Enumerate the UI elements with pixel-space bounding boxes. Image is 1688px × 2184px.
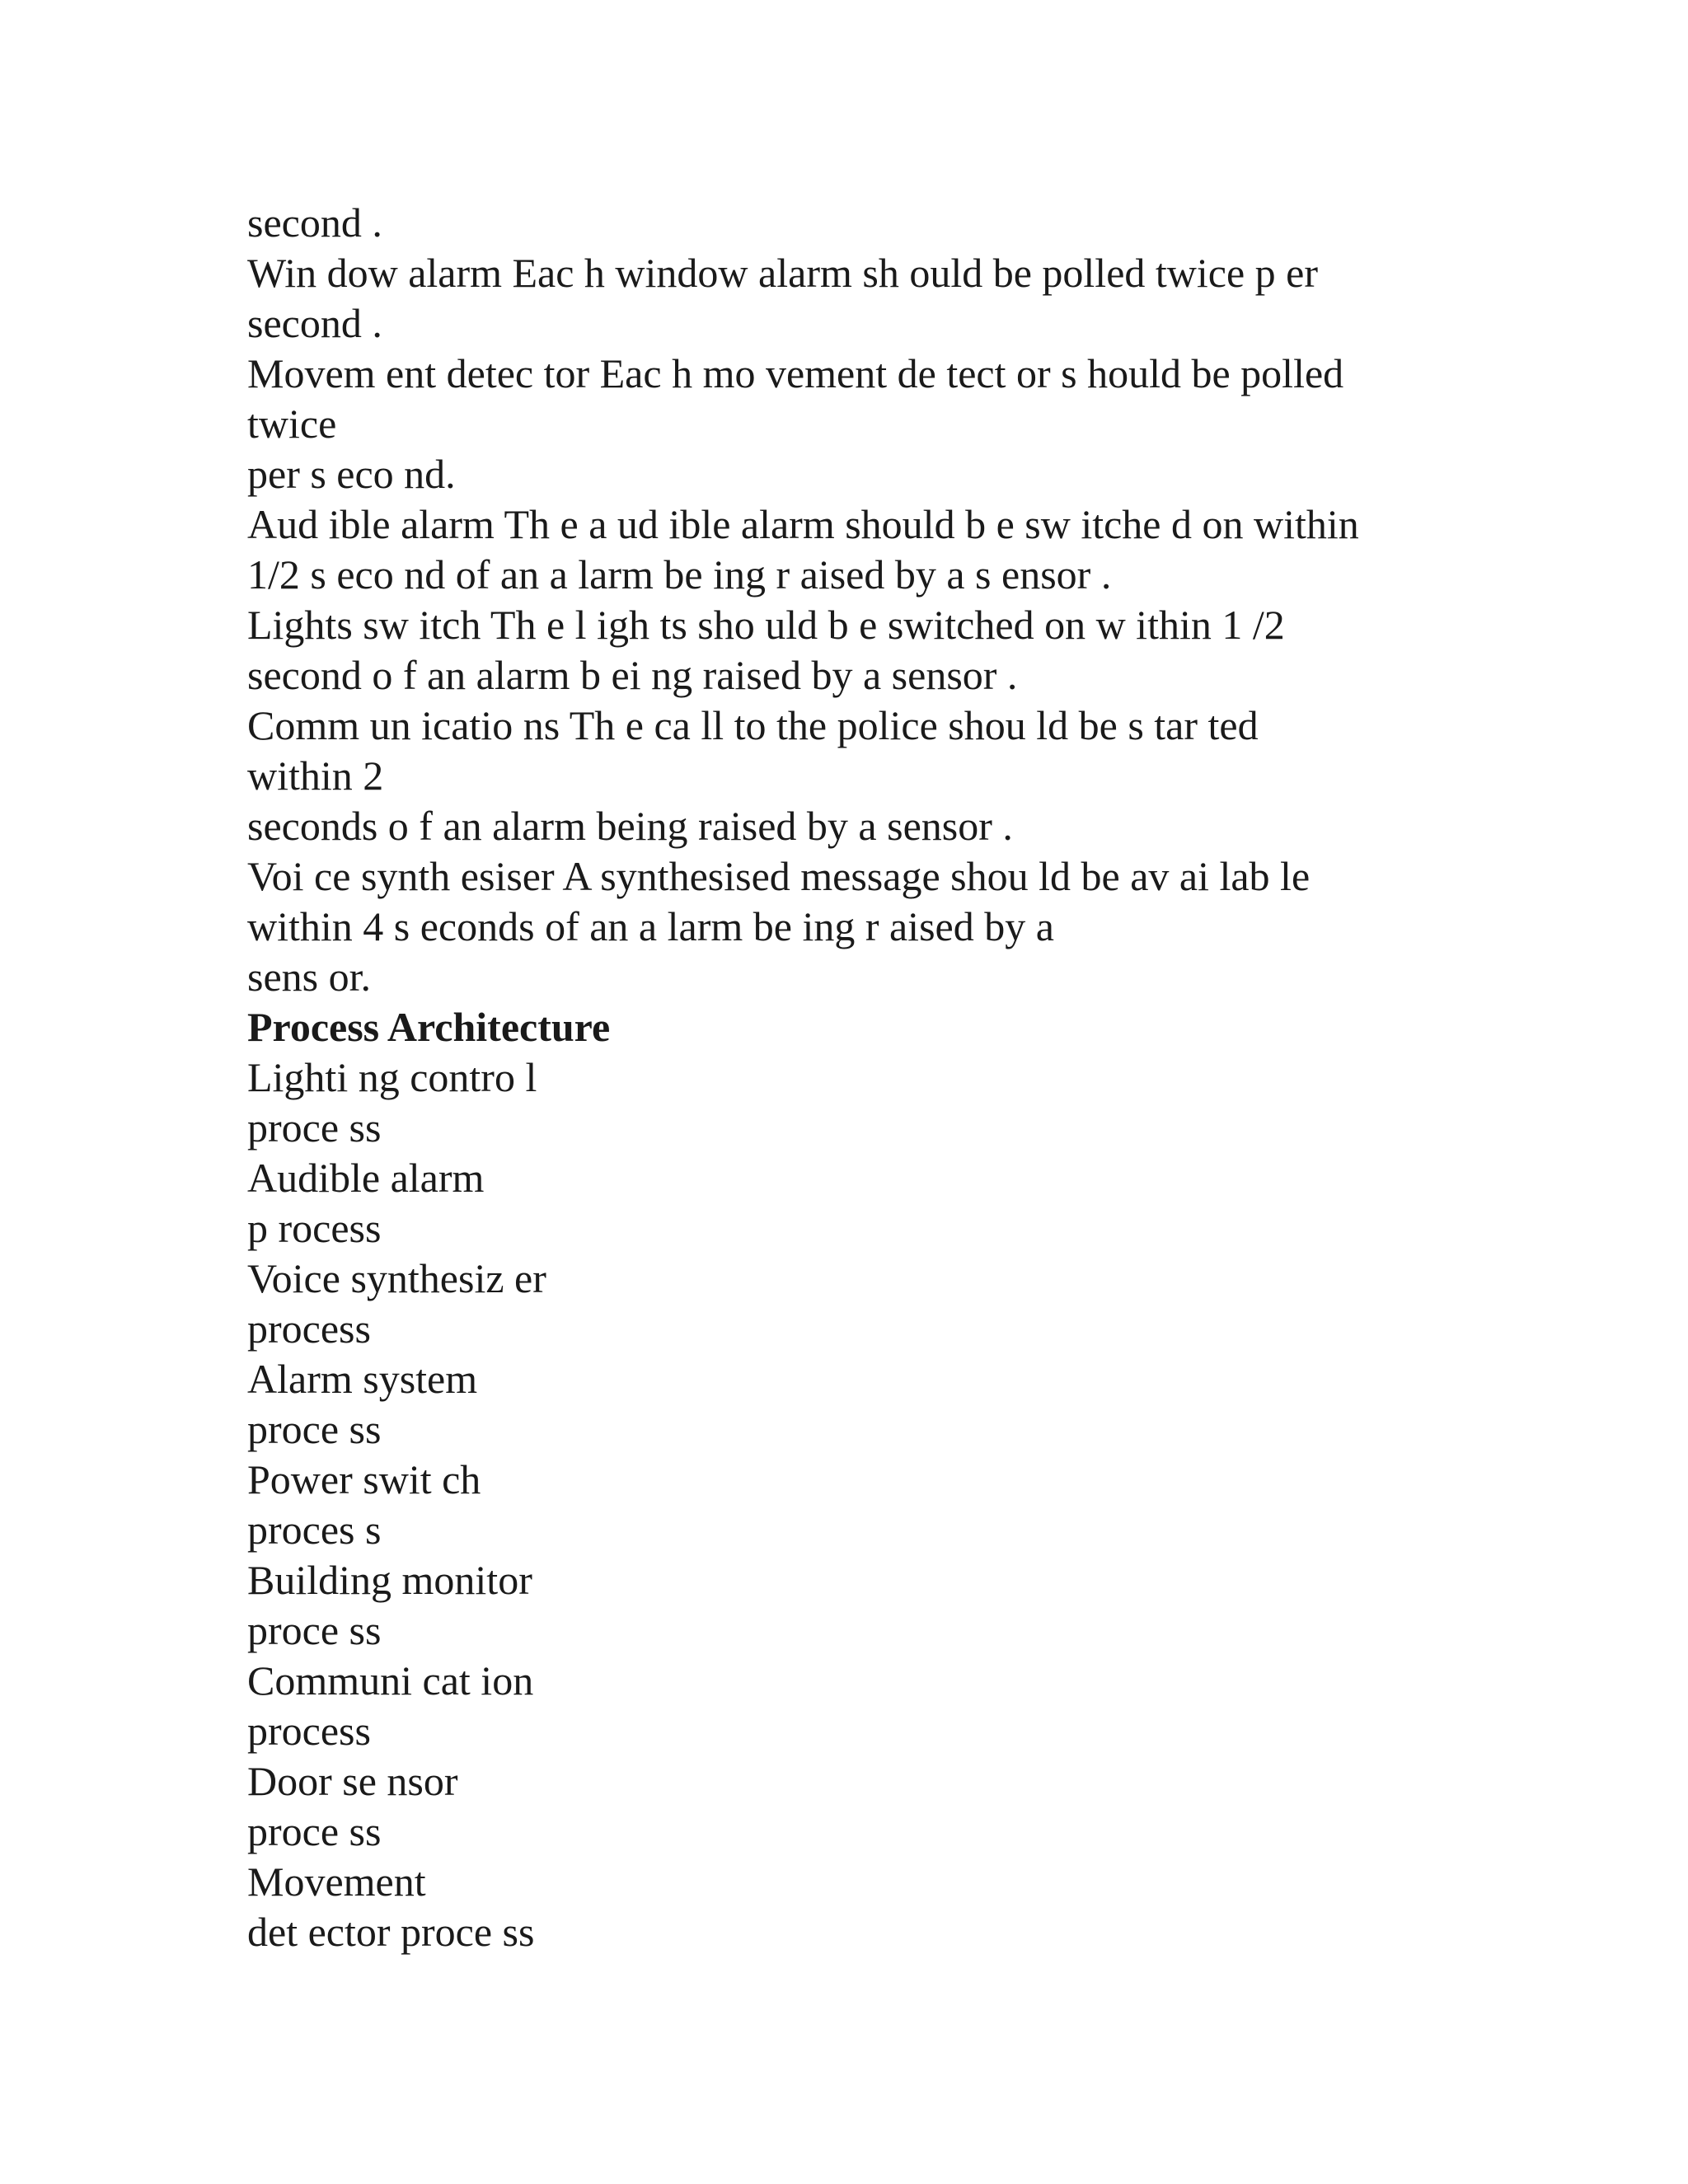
process-list-line: proce ss xyxy=(247,1808,382,1854)
process-list-line: Audible alarm xyxy=(247,1155,485,1201)
process-list-line: Movement xyxy=(247,1858,426,1905)
text-line: twice xyxy=(247,401,337,447)
process-list-line: p rocess xyxy=(247,1205,382,1251)
text-line: per s eco nd. xyxy=(247,451,456,497)
text-line: within 2 xyxy=(247,752,384,799)
process-list-line: Lighti ng contro l xyxy=(247,1054,537,1100)
text-line: Lights sw itch Th e l igh ts sho uld b e switched on w ithin 1 /2 xyxy=(247,602,1285,648)
process-list-line: process xyxy=(247,1708,371,1754)
process-list-line: proce ss xyxy=(247,1607,382,1653)
process-list-line: Voice synthesiz er xyxy=(247,1255,546,1301)
text-line: Comm un icatio ns Th e ca ll to the police shou ld be s tar ted xyxy=(247,702,1259,748)
process-list-line: Door se nsor xyxy=(247,1758,458,1804)
process-list-line: Communi cat ion xyxy=(247,1657,534,1704)
process-list-line: proces s xyxy=(247,1507,382,1553)
process-list-line: proce ss xyxy=(247,1406,382,1452)
text-line: second . xyxy=(247,300,382,346)
process-list-line: process xyxy=(247,1305,371,1352)
document-body xyxy=(247,198,1484,1957)
text-line: Aud ible alarm Th e a ud ible alarm should b e sw itche d on within xyxy=(247,501,1359,547)
process-list-line: Power swit ch xyxy=(247,1456,481,1502)
text-line: Win dow alarm Eac h window alarm sh ould be polled twice p er xyxy=(247,250,1318,296)
text-line: seconds o f an alarm being raised by a sensor . xyxy=(247,803,1013,849)
text-line: sens or. xyxy=(247,954,371,1000)
text-line: within 4 s econds of an a larm be ing r aised by a xyxy=(247,903,1054,949)
section-heading: Process Architecture xyxy=(247,1004,611,1050)
text-line: second . xyxy=(247,199,382,246)
process-list-line: Alarm system xyxy=(247,1356,478,1402)
process-list-line: det ector proce ss xyxy=(247,1909,535,1955)
text-line: Movem ent detec tor Eac h mo vement de tect or s hould be polled xyxy=(247,350,1344,396)
text-line: second o f an alarm b ei ng raised by a sensor . xyxy=(247,652,1018,698)
text-line: 1/2 s eco nd of an a larm be ing r aised by a s ensor . xyxy=(247,551,1112,598)
text-line: Voi ce synth esiser A synthesised message shou ld be av ai lab le xyxy=(247,853,1311,899)
process-list-line: proce ss xyxy=(247,1104,382,1151)
process-list-line: Building monitor xyxy=(247,1557,532,1603)
